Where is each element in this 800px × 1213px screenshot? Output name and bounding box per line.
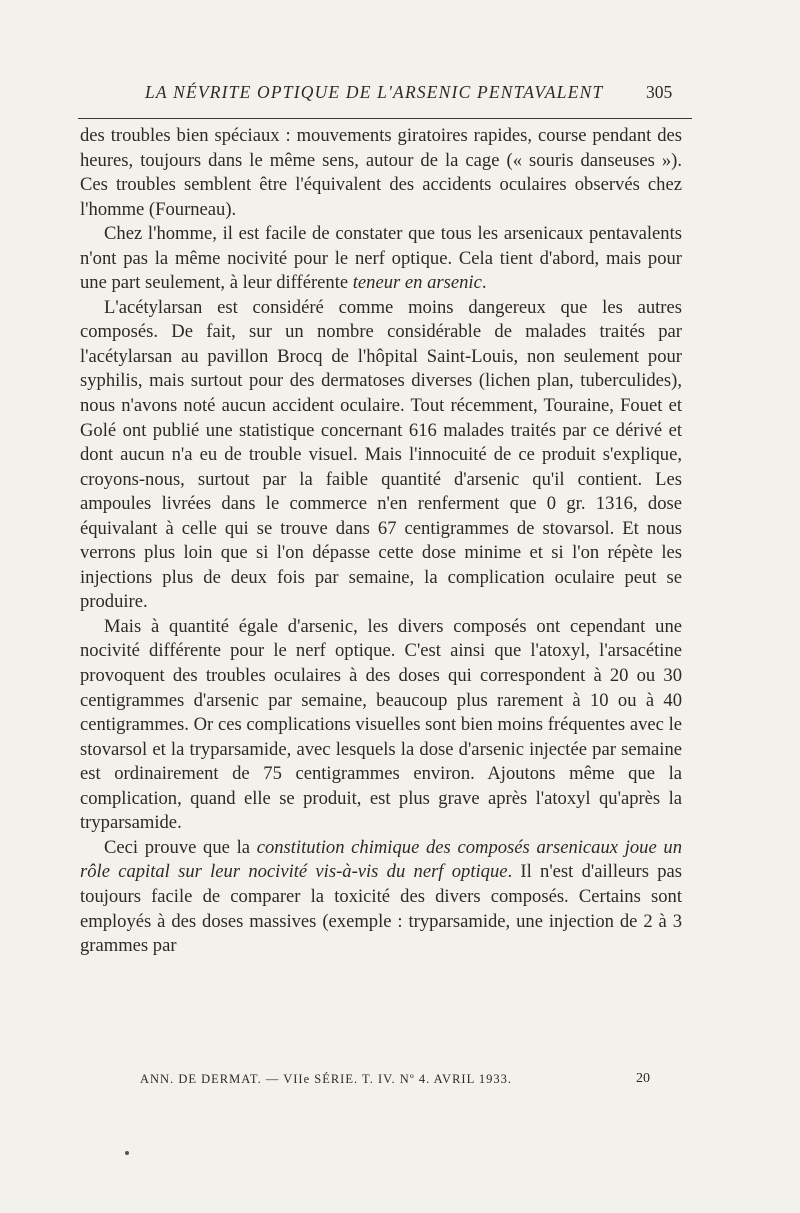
- paragraph: [80, 296, 682, 615]
- ink-speck: [125, 1151, 129, 1155]
- signature-number: 20: [636, 1071, 650, 1086]
- text-run: Mais à quantité égale d'arsenic, les divers composés ont cependant une nocivité différente pour le nerf optique. C'est ainsi que l'atoxyl, l'arsacétine provoquent des troubles oculaires à des doses qui correspondent à 20 ou 30 centigrammes d'arsenic par semaine, beaucoup plus rarement à 10 ou à 40 centigrammes. Or ces complications visuelles sont bien moins fréquentes avec le stovarsol et la tryparsamide, avec lesquels la dose d'arsenic injectée par semaine est ordinairement de 75 centigrammes environ. Ajoutons même que la complication, quand elle se produit, est plus grave après l'atoxyl qu'après la tryparsamide.: [80, 615, 682, 834]
- header-rule: [78, 118, 692, 119]
- text-run: L'acétylarsan est considéré comme moins dangereux que les autres composés. De fait, sur un nombre considérable de malades traités par l'acétylarsan au pavillon Brocq de l'hôpital Saint-Louis, non seulement pour syphilis, mais surtout pour des dermatoses diverses (lichen plan, tuberculides), nous n'avons noté aucun accident oculaire. Tout récemment, Touraine, Fouet et Golé ont publié une statistique concernant 616 malades traités par ce dérivé et dont aucun n'a eu de trouble visuel. Mais l'innocuité de ce produit s'explique, croyons-nous, surtout par la faible quantité d'arsenic qu'il contient. Les ampoules livrées dans le commerce n'en renferment que 0 gr. 1316, dose équivalant à celle qui se trouve dans 67 centigrammes de stovarsol. Et nous verrons plus loin que si l'on dépasse cette dose minime et si l'on répète les injections plus de deux fois par semaine, la complication oculaire peut se produire.: [80, 296, 682, 613]
- paragraph: [80, 222, 682, 296]
- running-head-title: LA NÉVRITE OPTIQUE DE L'ARSENIC PENTAVALENT: [145, 82, 604, 102]
- body-text: [80, 124, 682, 959]
- italic-text-run: constitution chimique des composés arsenicaux joue un rôle capital sur leur nocivité vis-à-vis du nerf optique: [80, 836, 682, 883]
- text-run: Ceci prouve que la: [104, 836, 257, 858]
- page-number: 305: [646, 82, 673, 102]
- text-run: Chez l'homme, il est facile de constater que tous les arsenicaux pentavalents n'ont pas la même nocivité pour le nerf optique. Cela tient d'abord, mais pour une part seulement, à leur différente: [80, 223, 682, 294]
- paragraph: [80, 124, 682, 222]
- text-run: des troubles bien spéciaux : mouvements giratoires rapides, course pendant des heures, toujours dans le même sens, autour de la cage (« souris danseuses »). Ces troubles semblent être l'équivalent des accidents oculaires observés chez l'homme (Fourneau).: [80, 125, 682, 220]
- journal-citation: ANN. DE DERMAT. — VIIe SÉRIE. T. IV. Nº 4. AVRIL 1933.: [140, 1072, 512, 1086]
- text-run: . Il n'est d'ailleurs pas toujours facile de comparer la toxicité des divers composés. Certains sont employés à des doses massives (exemple : tryparsamide, une injection de 2 à 3 grammes par: [80, 861, 682, 957]
- paragraph: [80, 836, 682, 959]
- paragraph: [80, 615, 682, 836]
- text-run: .: [481, 272, 487, 294]
- italic-text-run: teneur en arsenic: [352, 272, 482, 294]
